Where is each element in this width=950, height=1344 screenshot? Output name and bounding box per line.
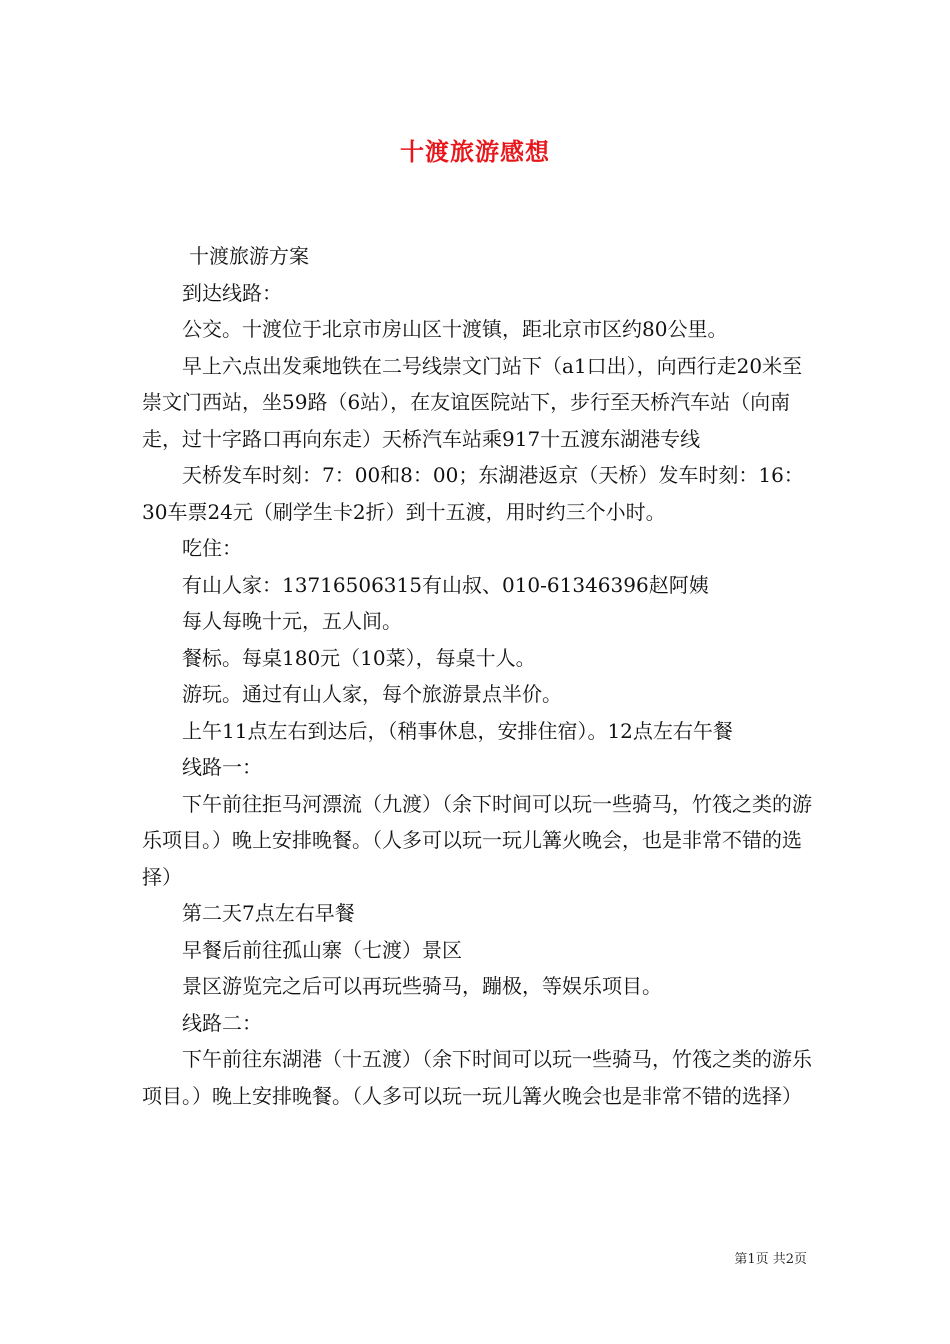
paragraph-departure-times: 天桥发车时刻：7：00和8：00；东湖港返京（天桥）发车时刻：16：30车票24元（刷学生卡2折）到十五渡，用时约三个小时。	[142, 463, 804, 524]
paragraph-route-two-heading: 线路二：	[182, 1010, 262, 1035]
paragraph-room-price: 每人每晚十元，五人间。	[182, 609, 402, 633]
paragraph-bus-intro: 公交。十渡位于北京市房山区十渡镇，距北京市区约80公里。	[182, 317, 728, 341]
paragraph-entertainment: 景区游览完之后可以再玩些骑马，蹦极，等娱乐项目。	[182, 974, 662, 998]
document-body	[142, 238, 812, 1114]
document-title: 十渡旅游感想	[400, 137, 550, 166]
page-number-footer: 第1页 共2页	[734, 1252, 807, 1267]
paragraph-meal-price: 餐标。每桌180元（10菜），每桌十人。	[182, 645, 536, 670]
paragraph-host-contacts: 有山人家：13716506315有山叔、010-61346396赵阿姨	[182, 572, 709, 597]
paragraph-route-heading: 到达线路：	[182, 280, 282, 305]
paragraph-discount: 游玩。通过有山人家，每个旅游景点半价。	[182, 682, 562, 706]
paragraph-subway-directions: 早上六点出发乘地铁在二号线崇文门站下（a1口出），向西行走20米至崇文门西站，坐59路（6站），在友谊医院站下，步行至天桥汽车站（向南走，过十字路口再向东走）天桥汽车站乘917十五渡东湖港专线	[142, 353, 803, 451]
paragraph-route-one-afternoon: 下午前往拒马河漂流（九渡）（余下时间可以玩一些骑马，竹筏之类的游乐项目。）晚上安排晚餐。（人多可以玩一玩儿篝火晚会，也是非常不错的选择）	[142, 791, 812, 889]
paragraph-gushanzhai: 早餐后前往孤山寨（七渡）景区	[182, 937, 462, 962]
paragraph-day-two-breakfast: 第二天7点左右早餐	[182, 901, 355, 925]
paragraph-route-one-heading: 线路一：	[182, 755, 262, 779]
paragraph-lodging-heading: 吃住：	[182, 536, 242, 560]
paragraph-arrival-schedule: 上午11点左右到达后，（稍事休息，安排住宿）。12点左右午餐	[182, 718, 733, 743]
paragraph-plan-heading: 十渡旅游方案	[189, 244, 309, 268]
paragraph-route-two-afternoon: 下午前往东湖港（十五渡）（余下时间可以玩一些骑马，竹筏之类的游乐项目。）晚上安排晚餐。（人多可以玩一玩儿篝火晚会也是非常不错的选择）	[142, 1047, 812, 1108]
